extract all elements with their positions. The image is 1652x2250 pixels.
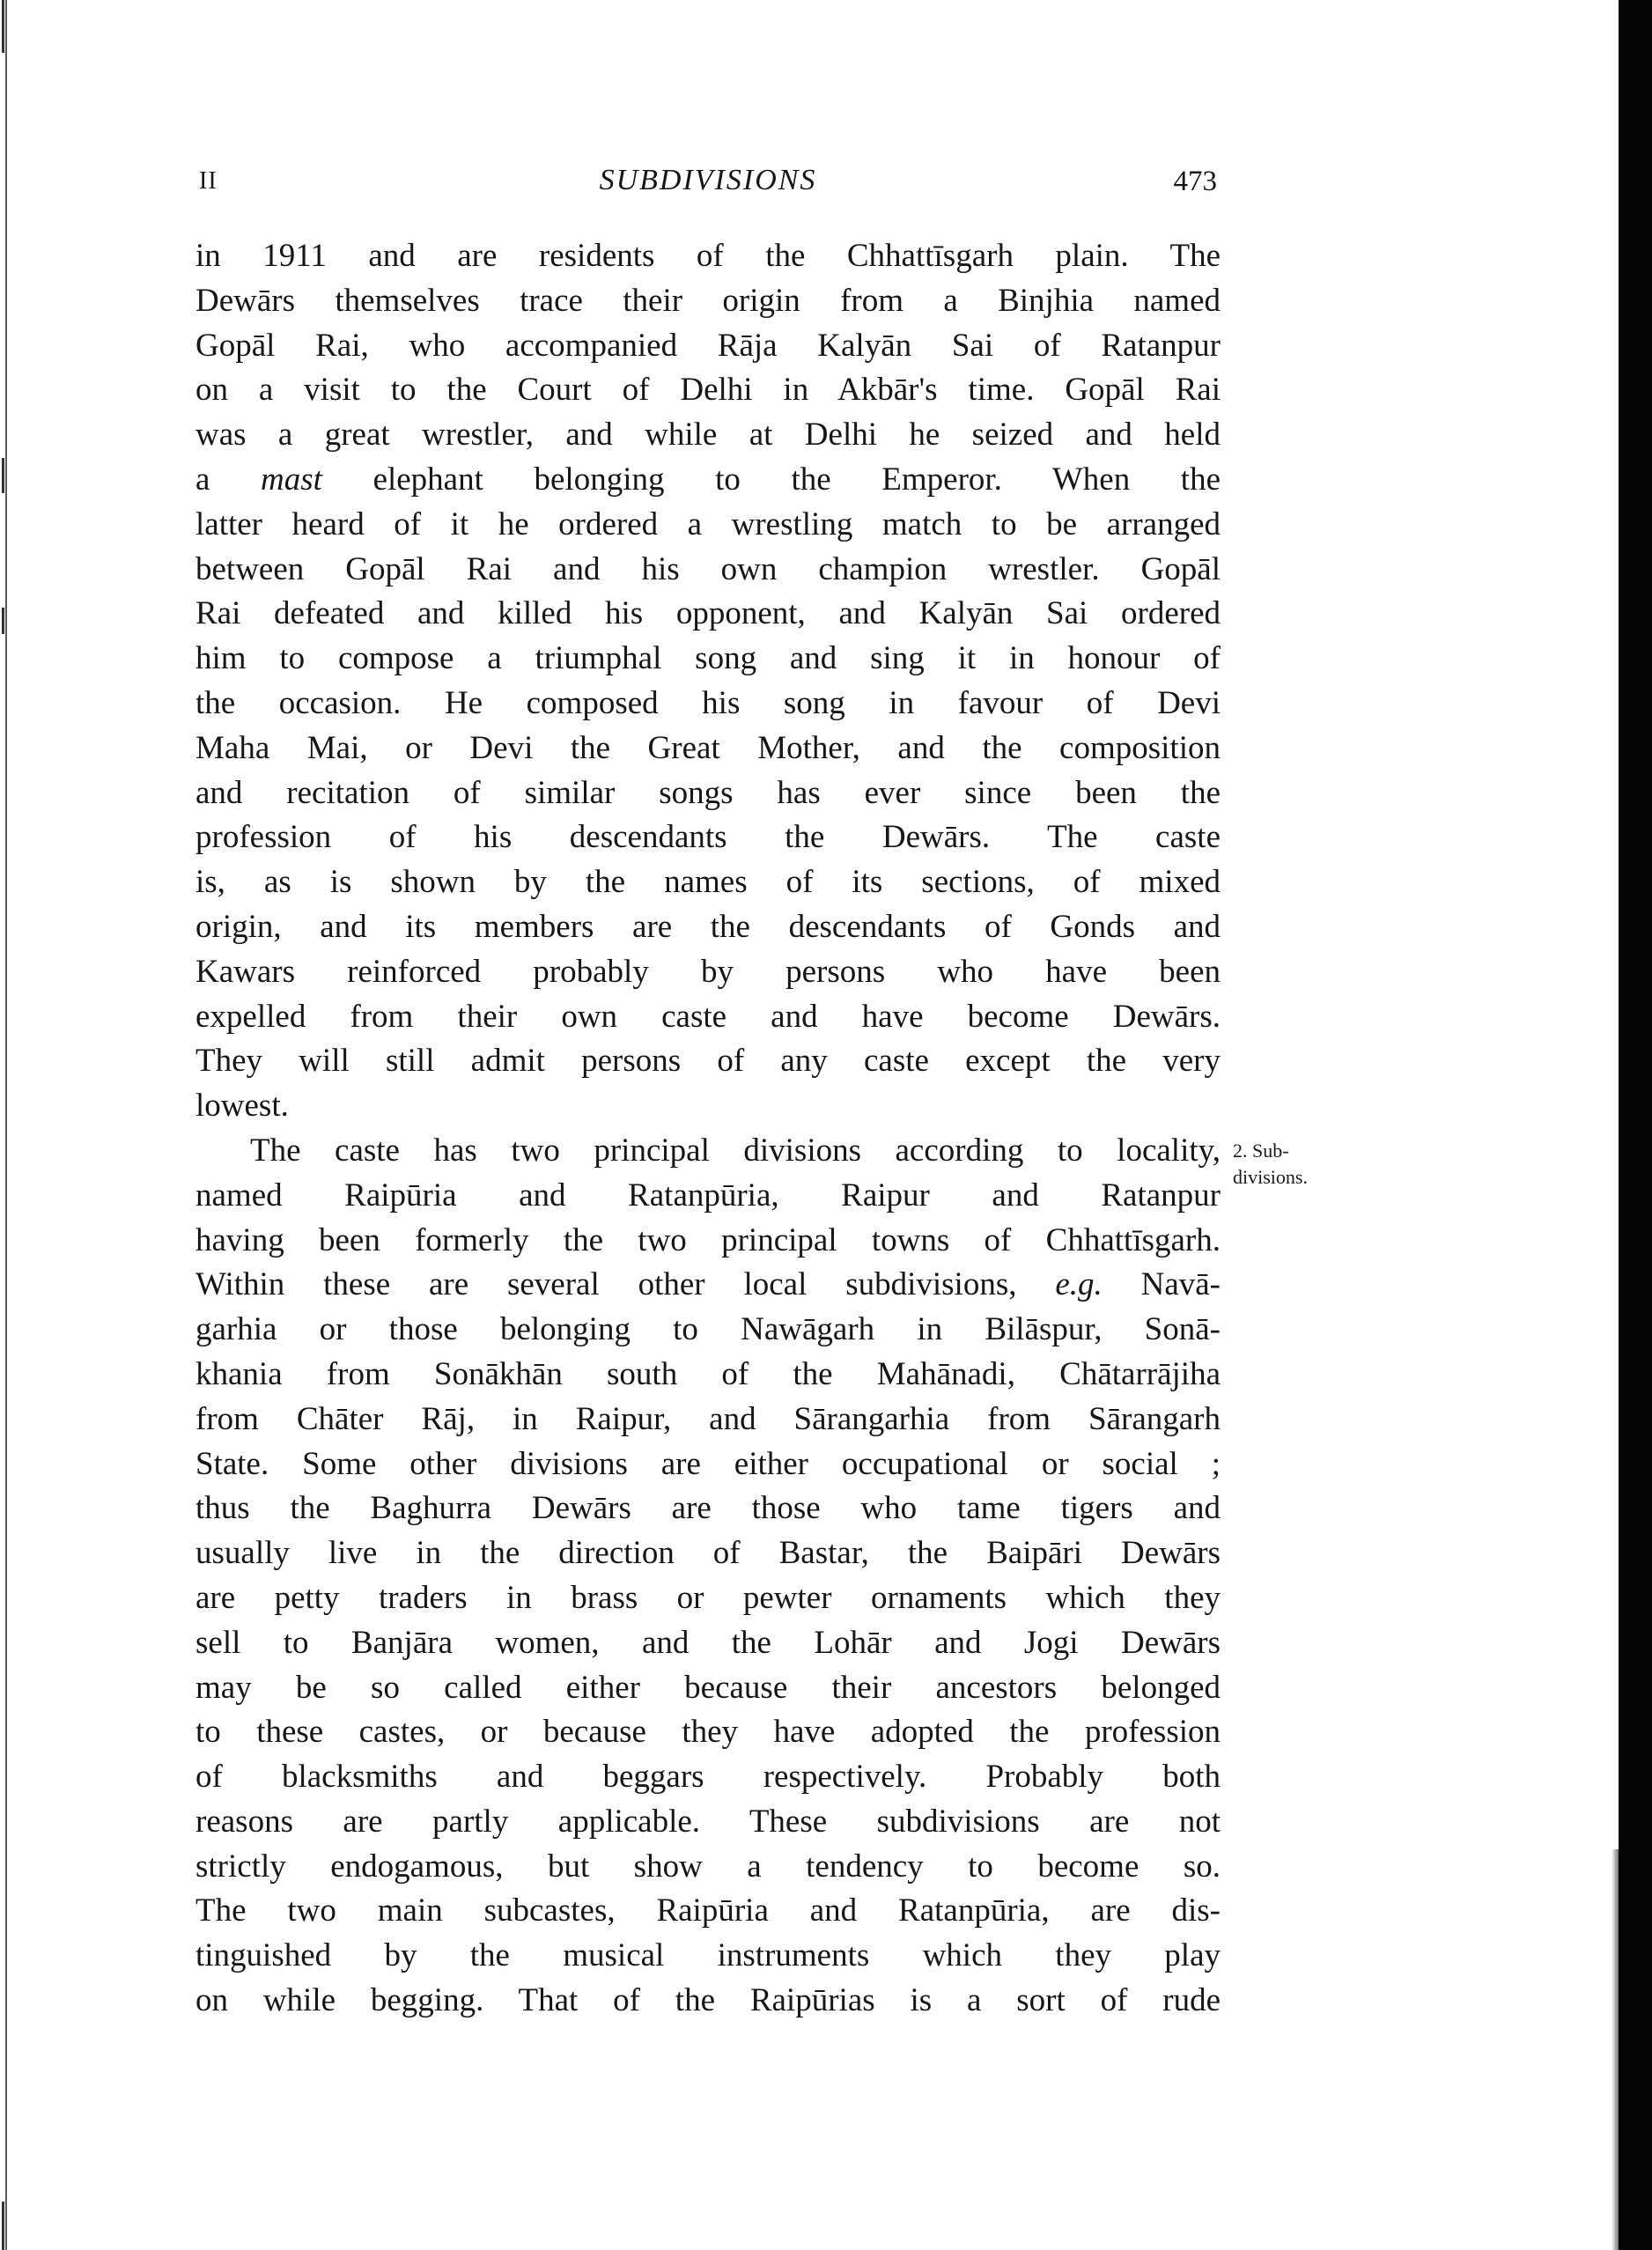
text-line: having been formerly the two principal towns of Chhattīsgarh. [195,1221,1221,1258]
text-line: tinguished by the musical instruments which they play [195,1937,1221,1974]
running-header [199,164,1217,208]
text-line: usually live in the direction of Bastar, the Baipāri Dewārs [195,1535,1221,1572]
text-line: named Raipūria and Ratanpūria, Raipur and Ratanpur [195,1177,1221,1214]
text-line: latter heard of it he ordered a wrestling match to be arranged [195,505,1221,542]
sidenote-line: 2. Sub- [1233,1140,1289,1162]
scan-edge-left [5,0,7,2250]
text-line: khania from Sonākhān south of the Mahānadi, Chātarrājiha [195,1355,1221,1392]
scan-mark [2,2202,4,2250]
text-line: They will still admit persons of any caste except the very [195,1043,1221,1080]
text-line: strictly endogamous, but show a tendency to become so. [195,1848,1221,1885]
text-line: from Chāter Rāj, in Raipur, and Sārangarhia from Sārangarh [195,1400,1221,1437]
text-line: origin, and its members are the descendants of Gonds and [195,908,1221,945]
text-line: Within these are several other local subdivisions, e.g. Navā- [195,1266,1221,1303]
scan-shadow [1611,1849,1619,2250]
text-line: sell to Banjāra women, and the Lohār and Jogi Dewārs [195,1624,1221,1661]
page-number: 473 [1173,166,1217,197]
text-line: and recitation of similar songs has ever since been the [195,774,1221,811]
text-line: Gopāl Rai, who accompanied Rāja Kalyān Sai of Ratanpur [195,327,1221,364]
sidenote-line: divisions. [1233,1166,1308,1188]
margin-sidenote [1233,1138,1308,1191]
body-text [195,234,1221,2024]
scan-mark [2,458,4,493]
text-line: are petty traders in brass or pewter ornaments which they [195,1579,1221,1616]
text-line: was a great wrestler, and while at Delhi he seized and held [195,417,1221,454]
chapter-numeral: II [199,167,218,195]
text-line: on while begging. That of the Raipūrias is a sort of rude [195,1982,1221,2019]
text-line-paragraph-start: The caste has two principal divisions according to locality, [250,1132,1221,1169]
text-line: Maha Mai, or Devi the Great Mother, and the composition [195,729,1221,766]
text-line: garhia or those belonging to Nawāgarh in Bilāspur, Sonā- [195,1311,1221,1348]
text-line: him to compose a triumphal song and sing it in honour of [195,640,1221,677]
scan-mark [2,608,4,634]
text-line: lowest. [195,1088,289,1125]
text-line: Rai defeated and killed his opponent, and Kalyān Sai ordered [195,595,1221,632]
text-line: Dewārs themselves trace their origin from a Binjhia named [195,282,1221,319]
text-line: to these castes, or because they have adopted the profession [195,1714,1221,1751]
scan-edge-right [1619,0,1652,2250]
text-line: the occasion. He composed his song in favour of Devi [195,684,1221,721]
scan-mark [2,0,4,53]
text-line: Kawars reinforced probably by persons who have been [195,953,1221,990]
text-line: State. Some other divisions are either occupational or social ; [195,1445,1221,1482]
text-line: a mast elephant belonging to the Emperor. When the [195,461,1221,498]
text-line: is, as is shown by the names of its sections, of mixed [195,864,1221,901]
text-line: expelled from their own caste and have become Dewārs. [195,998,1221,1035]
text-line: on a visit to the Court of Delhi in Akbār's time. Gopāl Rai [195,372,1221,409]
text-line: The two main subcastes, Raipūria and Ratanpūria, are dis- [195,1892,1221,1929]
text-line: reasons are partly applicable. These subdivisions are not [195,1803,1221,1840]
running-title: SUBDIVISIONS [599,164,817,196]
text-line: profession of his descendants the Dewārs. The caste [195,819,1221,856]
text-line: may be so called either because their ancestors belonged [195,1669,1221,1706]
text-line: in 1911 and are residents of the Chhattīsgarh plain. The [195,238,1221,274]
text-line: of blacksmiths and beggars respectively. Probably both [195,1759,1221,1796]
text-line: thus the Baghurra Dewārs are those who tame tigers and [195,1490,1221,1527]
text-line: between Gopāl Rai and his own champion wrestler. Gopāl [195,550,1221,587]
